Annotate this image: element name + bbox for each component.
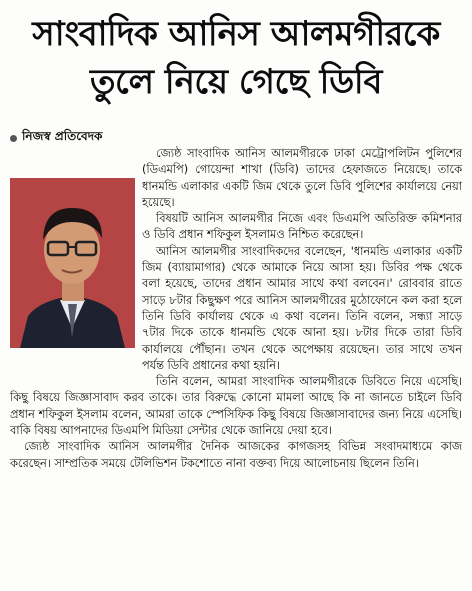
- paragraph-2: বিষয়টি আনিস আলমগীর নিজে এবং ডিএমপি অতিরিক্ত কমিশনার ও ডিবি প্রধান শফিকুল ইসলামও নিশ্চিত করেছেন।: [142, 212, 462, 242]
- paragraph-3: আনিস আলমগীর সাংবাদিকদের বলেছেন, 'ধানমন্ডি এলাকার একটি জিম (ব্যায়ামাগার) থেকে আমাকে নিয়ে আসা হয়। ডিবির পক্ষ থেকে বলা হয়েছে, তাদের প্রধান আমার সাথে কথা বলবেন।' রোববার রাতে সাড়ে ৮টার কিছুক্ষণ পরে আনিস আলমগীরের মুঠোফোনে কল করা হলে তিনি ডিবি কার্যালয় থেকে এ কথা বলেন। তিনি বলেন, সন্ধ্যা সাড়ে ৭টার দিকে তাকে ধানমন্ডি থেকে আনা হয়। ৮টার দিকে তারা ডিবি কার্যালয়ে পৌঁছান। তখন থেকে অপেক্ষায় রয়েছেন। তার সাথে তখন পর্যন্ত ডিবি প্রধানের কথা হয়নি।: [142, 244, 462, 372]
- portrait-illustration: [10, 178, 135, 348]
- paragraph-5: জ্যেষ্ঠ সাংবাদিক আনিস আলমগীর দৈনিক আজকের কাগজসহ বিভিন্ন সংবাদমাধ্যমে কাজ করেছেন। সাম্প্রতিক সময়ে টেলিভিশন টকশোতে নানা বক্তব্য দিয়ে আলোচনায় ছিলেন তিনি।: [10, 440, 462, 470]
- paragraph-4: তিনি বলেন, আমরা সাংবাদিক আলমগীরকে ডিবিতে নিয়ে এসেছি। কিছু বিষয়ে জিজ্ঞাসাবাদ করব তাকে। তার বিরুদ্ধে কোনো মামলা আছে কি না জানতে চাইলে ডিবি প্রধান শফিকুল ইসলাম বলেন, আমরা তাকে স্পেসিফিক কিছু বিষয়ে জিজ্ঞাসাবাদের জন্য নিয়ে এসেছি। বাকি বিষয় আপনাদের ডিএমপি মিডিয়া সেন্টার থেকে জানিয়ে দেয়া হবে।: [10, 375, 462, 438]
- article-headline: [0, 10, 472, 106]
- bullet-icon: [10, 135, 17, 142]
- byline-text: নিজস্ব প্রতিবেদক: [22, 129, 103, 143]
- headline-line-1: সাংবাদিক আনিস আলমগীরকে: [32, 14, 440, 54]
- portrait-photo: [10, 178, 135, 348]
- headline-line-2: তুলে নিয়ে গেছে ডিবি: [90, 62, 382, 102]
- paragraph-1: জ্যেষ্ঠ সাংবাদিক আনিস আলমগীরকে ঢাকা মেট্রোপলিটন পুলিশের (ডিএমপি) গোয়েন্দা শাখা (ডিবি) তাদের হেফাজতে নিয়েছে। তাকে ধানমন্ডি এলাকার একটি জিম থেকে তুলে ডিবি পুলিশের কার্যালয়ে নেয়া হয়েছে।: [142, 147, 462, 209]
- byline: [10, 128, 102, 148]
